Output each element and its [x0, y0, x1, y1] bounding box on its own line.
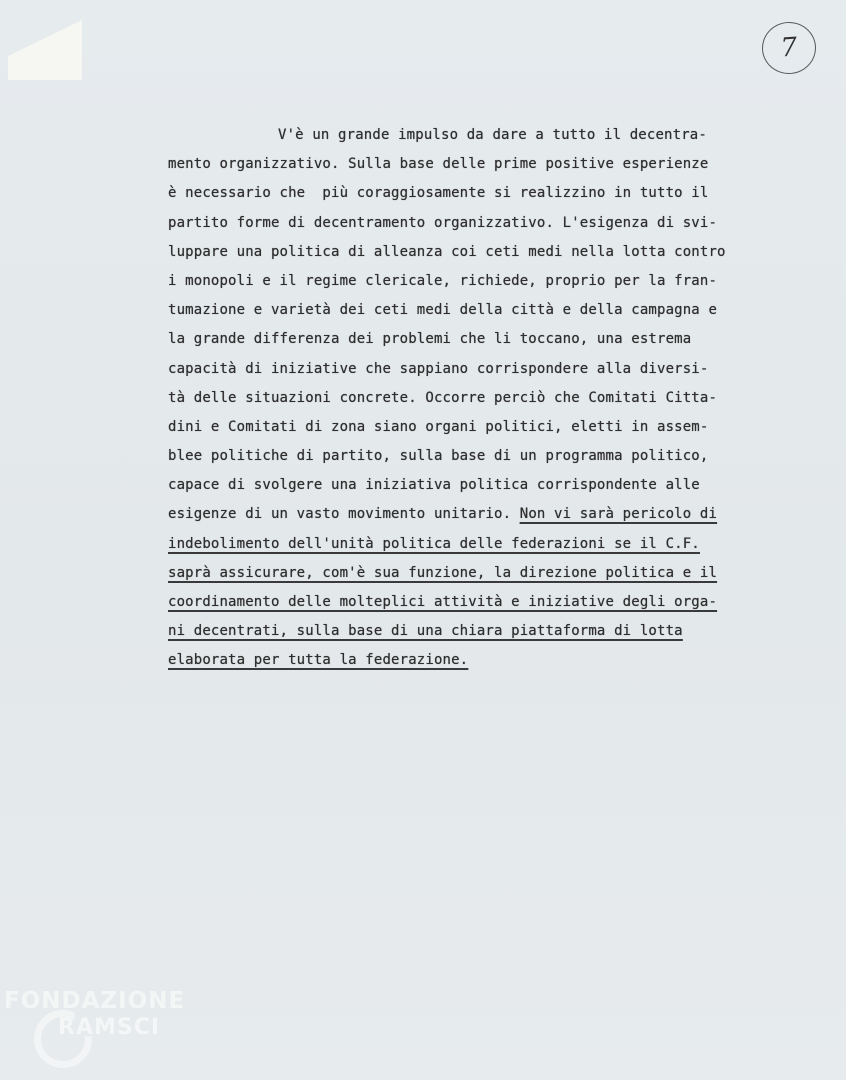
paper-corner [8, 20, 82, 80]
text-line: tà delle situazioni concrete. Occorre perciò che Comitati Citta- [168, 389, 718, 406]
underlined-line: elaborata per tutta la federazione. [168, 652, 469, 669]
text-line: capace di svolgere una iniziativa politica corrispondente alle [168, 477, 700, 494]
text-line: è necessario che più coraggiosamente si realizzino in tutto il [168, 185, 709, 202]
text-line: luppare una politica di alleanza coi ceti medi nella lotta contro [168, 243, 726, 260]
text-line: blee politiche di partito, sulla base di un programma politico, [168, 448, 709, 465]
underlined-line: indebolimento dell'unità politica delle federazioni se il C.F. [168, 535, 700, 552]
text-line: V'è un grande impulso da dare a tutto il decentra- [278, 127, 707, 143]
logo-line-1: FONDAZIONE [4, 988, 186, 1014]
text-line: tumazione e varietà dei ceti medi della città e della campagna e [168, 302, 718, 319]
page-number: 7 [760, 20, 817, 76]
underlined-line: ni decentrati, sulla base di una chiara piattaforma di lotta [168, 623, 683, 640]
underlined-line: saprà assicurare, com'è sua funzione, la direzione politica e il [168, 564, 718, 581]
text-line: capacità di iniziative che sappiano corrispondere alla diversi- [168, 360, 709, 377]
underlined-text: Non vi sarà pericolo di [519, 506, 718, 523]
fondazione-gramsci-logo [4, 988, 219, 1078]
text-line: partito forme di decentramento organizzativo. L'esigenza di svi- [168, 214, 718, 231]
text-line-mixed [168, 500, 818, 529]
underlined-line: coordinamento delle molteplici attività e iniziative degli orga- [168, 594, 718, 610]
typed-text-body [168, 121, 818, 676]
text-line: i monopoli e il regime clericale, richiede, proprio per la fran- [168, 272, 718, 289]
text-line: mento organizzativo. Sulla base delle prime positive esperienze [168, 156, 709, 173]
text-line: la grande differenza dei problemi che li toccano, una estrema [168, 331, 692, 348]
text-line: dini e Comitati di zona siano organi politici, eletti in assem- [168, 418, 709, 435]
logo-line-2: RAMSCI [58, 1015, 161, 1040]
text-line-plain-part: esigenze di un vasto movimento unitario. [168, 506, 520, 523]
